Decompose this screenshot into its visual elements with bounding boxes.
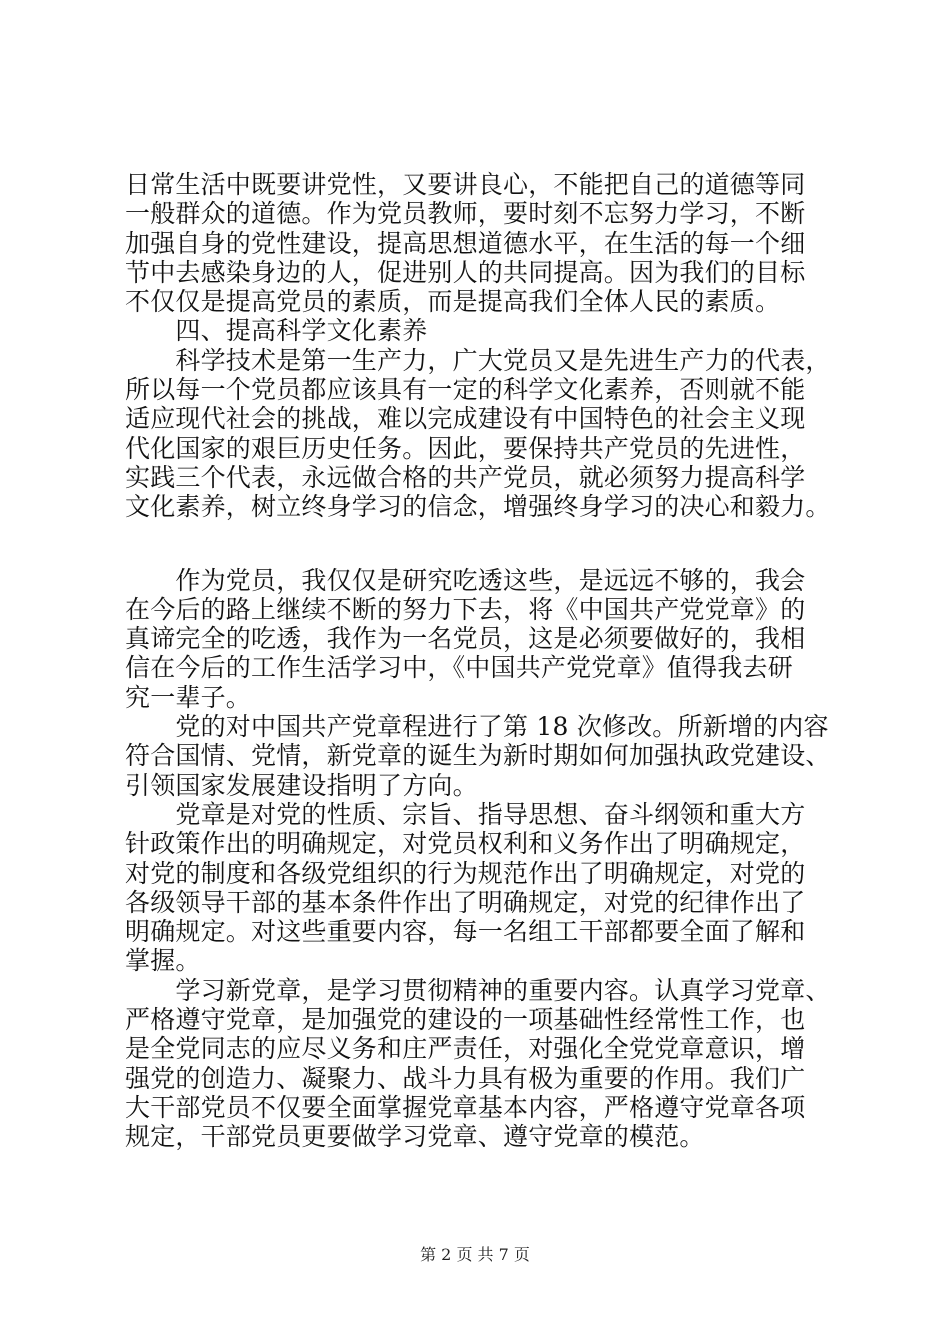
page-number: 第 2 页 共 7 页 [420, 1245, 530, 1264]
text-line: 是全党同志的应尽义务和庄严责任，对强化全党党章意识，增 [125, 1034, 806, 1064]
text-line: 符合国情、党情，新党章的诞生为新时期如何加强执政党建设、 [125, 741, 831, 771]
section-heading: 四、提高科学文化素养 [125, 316, 428, 346]
text-line: 掌握。 [125, 946, 201, 976]
text-line: 各级领导干部的基本条件作出了明确规定，对党的纪律作出了 [125, 887, 806, 917]
text-line: 在今后的路上继续不断的努力下去，将《中国共产党党章》的 [125, 594, 806, 624]
text-line: 日常生活中既要讲党性，又要讲良心，不能把自己的道德等同 [125, 170, 806, 199]
text-line: 严格遵守党章，是加强党的建设的一项基础性经常性工作，也 [125, 1005, 806, 1035]
text-line: 一般群众的道德。作为党员教师，要时刻不忘努力学习，不断 [125, 199, 806, 229]
text-line: 适应现代社会的挑战，难以完成建设有中国特色的社会主义现 [125, 404, 806, 434]
text-line: 究一辈子。 [125, 682, 252, 712]
page-footer [0, 1245, 950, 1265]
text-line: 引领国家发展建设指明了方向。 [125, 770, 478, 800]
text-line: 学习新党章，是学习贯彻精神的重要内容。认真学习党章、 [125, 975, 831, 1005]
text-line: 针政策作出的明确规定，对党员权利和义务作出了明确规定， [125, 829, 806, 859]
text-line: 真谛完全的吃透，我作为一名党员，这是必须要做好的，我相 [125, 624, 806, 654]
text-line: 作为党员，我仅仅是研究吃透这些，是远远不够的，我会 [125, 565, 806, 595]
text-line: 不仅仅是提高党员的素质，而是提高我们全体人民的素质。 [125, 287, 781, 317]
text-line: 信在今后的工作生活学习中，《中国共产党党章》值得我去研 [125, 653, 793, 683]
text-line: 代化国家的艰巨历史任务。因此，要保持共产党员的先进性， [125, 433, 806, 463]
text-line: 明确规定。对这些重要内容，每一名组工干部都要全面了解和 [125, 917, 806, 947]
text-line: 节中去感染身边的人，促进别人的共同提高。因为我们的目标 [125, 257, 806, 287]
text-line: 党的对中国共产党章程进行了第 18 次修改。所新增的内容 [125, 712, 829, 742]
text-line: 实践三个代表，永远做合格的共产党员，就必须努力提高科学 [125, 462, 806, 492]
paragraph-gap [125, 522, 840, 566]
text-line: 加强自身的党性建设，提高思想道德水平，在生活的每一个细 [125, 228, 806, 258]
text-line: 党章是对党的性质、宗旨、指导思想、奋斗纲领和重大方 [125, 799, 806, 829]
text-line: 规定，干部党员更要做学习党章、遵守党章的模范。 [125, 1122, 705, 1152]
document-body [125, 170, 840, 1152]
text-line: 文化素养，树立终身学习的信念，增强终身学习的决心和毅力。 [125, 492, 831, 522]
text-line: 所以每一个党员都应该具有一定的科学文化素养，否则就不能 [125, 375, 806, 405]
text-line: 大干部党员不仅要全面掌握党章基本内容，严格遵守党章各项 [125, 1092, 806, 1122]
text-line: 对党的制度和各级党组织的行为规范作出了明确规定，对党的 [125, 858, 806, 888]
text-line: 强党的创造力、凝聚力、战斗力具有极为重要的作用。我们广 [125, 1063, 806, 1093]
text-line: 科学技术是第一生产力，广大党员又是先进生产力的代表， [125, 345, 831, 375]
